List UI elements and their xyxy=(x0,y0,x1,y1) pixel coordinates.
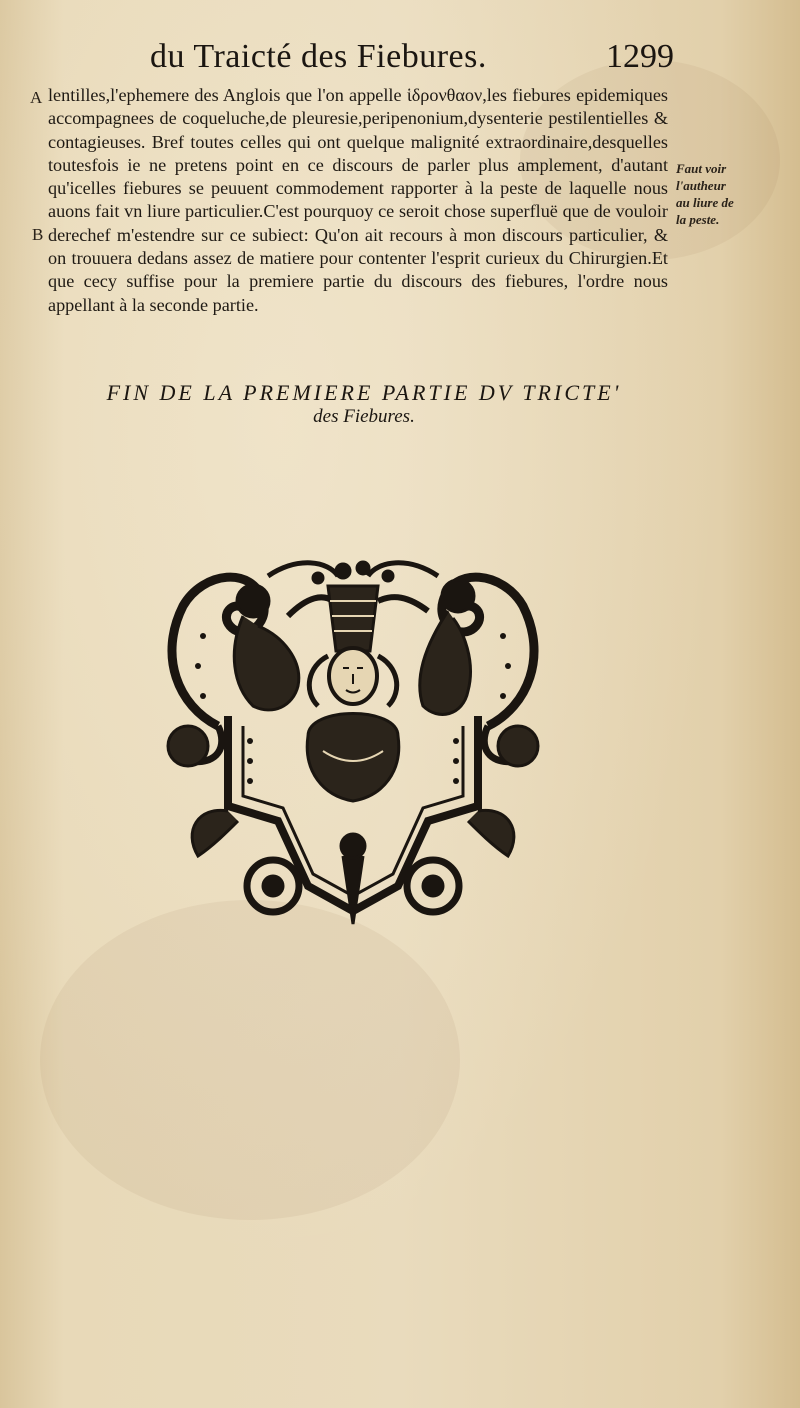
running-head xyxy=(150,38,680,82)
margin-note-line: Faut voir xyxy=(676,161,727,176)
margin-note-line: au liure de xyxy=(676,195,734,210)
margin-letter-a: A xyxy=(30,88,43,107)
woodcut-ornament-icon xyxy=(158,556,548,926)
closing-line-1: FIN DE LA PREMIERE PARTIE DV TRICTE' xyxy=(106,380,622,405)
margin-letter-b: B xyxy=(32,225,44,244)
closing-title xyxy=(44,380,684,428)
paper-stain xyxy=(40,900,460,1220)
body-text xyxy=(48,84,668,317)
running-title: du Traicté des Fiebures. xyxy=(150,38,487,75)
body-paragraph: lentilles,l'ephemere des Anglois que l'on appelle ἱδρονθαον,les fiebures epidemiques accompagnees de coqueluche,de pleuresie,peripenonium,dysenterie pestilentielles & contagieuses. Bref toutes celles qui ont quelque malignité extraordinaire,desquelles toutesfois ie ne pretens point en ce discours de parler plus amplement, d'autant qu'icelles fiebures se peuuent commodement rapporter à la peste de laquelle nous auons fait vn liure particulier.C'est pourquoy ce seroit chose superfluë que de vouloir derechef m'estendre sur ce subiect: Qu'on ait recours à mon discours particulier, & on trouuera dedans assez de matiere pour contenter l'esprit curieux du Chirurgien.Et que cecy suffise pour la premiere partie du discours des fiebures, l'ordre nous appellant à la seconde partie. xyxy=(48,85,668,315)
closing-line-2: des Fiebures. xyxy=(313,406,415,427)
margin-note xyxy=(676,160,756,228)
page-number: 1299 xyxy=(606,38,674,75)
margin-note-line: l'autheur xyxy=(676,178,726,193)
margin-note-line: la peste. xyxy=(676,212,720,227)
